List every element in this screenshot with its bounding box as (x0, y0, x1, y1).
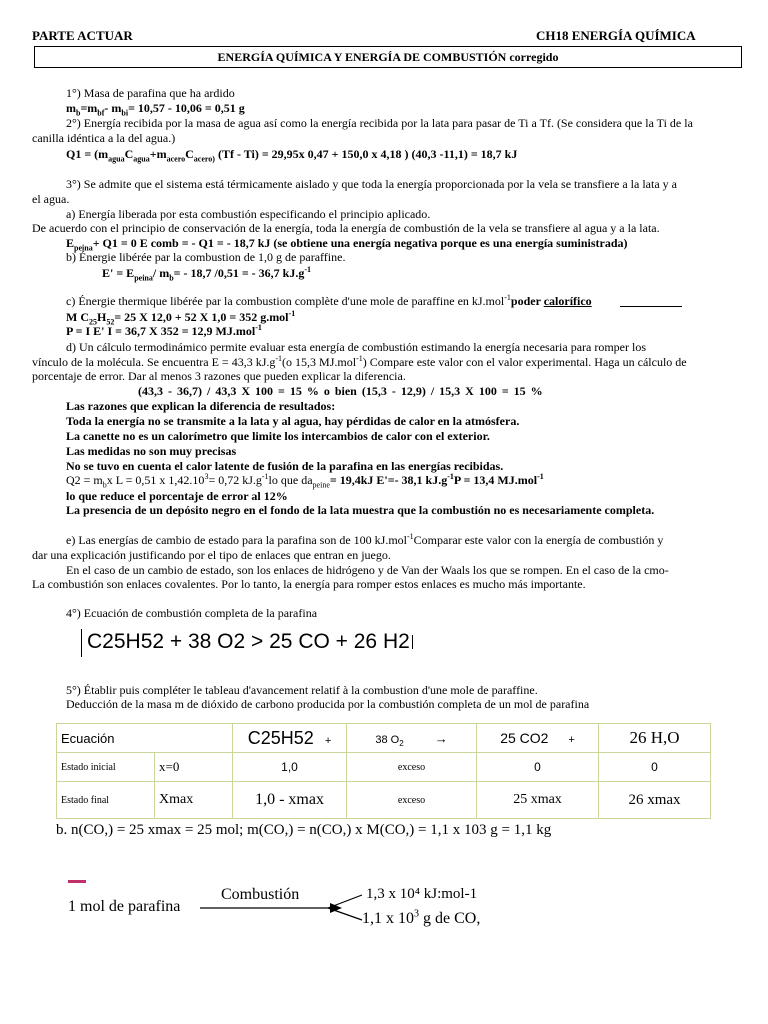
cell-final-label: Estado final (57, 782, 155, 819)
q3-d-q2s1: b (102, 480, 107, 490)
q3-d-q2e: = 19,4kJ E'=- 38,1 kJ.g (329, 473, 448, 487)
q3-d-l2sup2: -1 (356, 354, 363, 363)
q3-c-P: P = I E' I = 36,7 X 352 = 12,9 MJ.mol (66, 324, 256, 338)
q3-b-sup: -1 (304, 265, 312, 274)
cell-initial-r2: exceso (347, 753, 477, 782)
reactant-1-text: C25H52 (247, 727, 314, 748)
equation-cursor-right (412, 635, 413, 649)
table-row (57, 753, 711, 782)
q3-c-M1: M C (66, 310, 89, 324)
cell-final-p2: 26 xmax (599, 782, 711, 819)
q3-d-q2c: = 0,72 kJ.g (208, 473, 262, 487)
diagram-source: 1 mol de parafina (68, 898, 181, 915)
q3-d-line2 (32, 355, 687, 369)
reaction-arrow: → (434, 730, 448, 746)
q3-e-l1sup: -1 (407, 532, 414, 541)
document-title (34, 46, 742, 68)
table-row (57, 724, 711, 753)
header-right: CH18 ENERGÍA QUÍMICA (536, 28, 696, 43)
q3-b-e1: E' = E (102, 266, 135, 280)
q3-d-reason-4: No se tuvo en cuenta el calor latente de fusión de la parafina en las energías recibidas. (66, 459, 504, 473)
q1-sub-bf: bf (97, 108, 105, 118)
q2-s1: agua (108, 154, 125, 164)
q2-s3: acero (166, 154, 186, 164)
q3-a-rest: + Q1 = 0 E comb = - Q1 = - 18,7 kJ (se obtiene una energía negativa porque es una energía suministrada) (92, 236, 628, 250)
cell-reactant-1 (233, 724, 347, 753)
q3-d-reason-5: lo que reduce el porcentaje de error al 12% (66, 489, 288, 503)
cell-equation-label: Ecuación (57, 724, 233, 753)
q2-f2: C (124, 147, 134, 161)
q3-c-power (66, 324, 262, 338)
product-1-text: 25 CO2 (500, 730, 549, 746)
underline-blank (620, 306, 682, 307)
progress-table (56, 723, 711, 819)
cell-final-p1: 25 xmax (477, 782, 599, 819)
q3-b-answer (102, 265, 312, 283)
q3-a-sub: peina (74, 243, 93, 253)
q1-m: m (66, 101, 76, 115)
q3-d-q2 (66, 472, 544, 490)
q3-e-line2: dar una explicación justificando por el tipo de enlaces que entran en juego. (32, 548, 391, 562)
q3-d-q2b: x L = 0,51 x 1,42.10 (106, 473, 205, 487)
q5-line2: Deducción de la masa m de dióxido de carbono producida por la combustión completa de un mol de parafina (66, 697, 590, 711)
branch-down (328, 908, 362, 920)
q3-e-line4: La combustión son enlaces covalentes. Por lo tanto, la energía para romper estos enlaces es mucho más importante. (32, 577, 586, 591)
q3-a-explanation: De acuerdo con el principio de conservación de la energía, toda la energía de combustión de la vela se transfiere al agua y a la lata. (32, 221, 660, 235)
q1-result: = 10,57 - 10,06 = 0,51 g (128, 101, 245, 115)
q3-d-line3: porcentaje de error. Dar al menos 3 razones que pueden explicar la diferencia. (32, 369, 406, 383)
q1-question: 1°) Masa de parafina que ha ardido (66, 86, 235, 100)
q3-d-reason-1: Toda la energía no se transmite a la lata y al agua, hay pérdidas de calor en la atmósfera. (66, 414, 520, 428)
diagram-arrow-label: Combustión (221, 886, 300, 903)
q3-d-l2c: ) Compare este valor con el valor experimental. Haga un cálculo de (362, 355, 687, 369)
cell-initial-r1: 1,0 (233, 753, 347, 782)
q3-c-Msup: -1 (288, 309, 296, 318)
q3-b-sub2: b (169, 273, 174, 283)
q3-d-q2d: lo que da (268, 473, 313, 487)
q1-sub-b: b (76, 108, 81, 118)
q3-c-M2: H (97, 310, 107, 324)
q2-f3: +m (149, 147, 167, 161)
q5-line1: 5°) Établir puis compléter le tableau d'avancement relatif à la combustion d'une mole de paraffine. (66, 683, 538, 697)
q3-d-l2a: vínculo de la molécula. Se encuentra E = 43,3 kJ.g (32, 355, 276, 369)
q3-c-M3: = 25 X 12,0 + 52 X 1,0 = 352 g.mol (114, 310, 289, 324)
header-left: PARTE ACTUAR (32, 28, 133, 43)
branch-up (328, 895, 362, 908)
cell-initial-p2: 0 (599, 753, 711, 782)
q3-b-e2: / m (152, 266, 170, 280)
q3-e-l1a: e) Las energías de cambio de estado para la parafina son de 100 kJ.mol (66, 533, 407, 547)
q3-c-sup: -1 (504, 293, 511, 302)
q2-f1: Q1 = (m (66, 147, 109, 161)
cell-reactant-2 (347, 724, 477, 753)
q3-d-q2sup1: 3 (204, 472, 209, 481)
q3-d-reason-6: La presencia de un depósito negro en el fondo de la lata muestra que la combustión no es necesariamente completa. (66, 503, 655, 517)
q3-c-Psup: -1 (255, 323, 262, 332)
q3-d-q2sup2: -1 (261, 472, 269, 481)
title-suffix: corregido (509, 50, 559, 64)
q3-c-question (66, 294, 592, 308)
q1-answer (66, 101, 245, 118)
q3-c-tail-a: poder (510, 294, 544, 308)
diagram-arrows (190, 880, 370, 930)
q3-d-q2a: Q2 = m (66, 473, 103, 487)
q3-line2: el agua. (32, 192, 70, 206)
q3-d-reason-2: La canette no es un calorímetro que limite los intercambios de calor con el exterior. (66, 429, 490, 443)
q3-d-l2b: (o 15,3 MJ.mol (282, 355, 357, 369)
cell-initial-label: Estado inicial (57, 753, 155, 782)
q3-line1: 3°) Se admite que el sistema está térmicamente aislado y que toda la energía proporcionada por la vela se transfiere a la lata y a (66, 177, 677, 191)
cell-initial-x: x=0 (155, 753, 233, 782)
diagram-output-energy: 1,3 x 10⁴ kJ:mol-1 (366, 886, 478, 902)
q3-c-tail-b: calorífico (543, 294, 592, 308)
q2-s4: acero) (193, 154, 215, 164)
q3-c-Ms2: 52 (106, 317, 115, 327)
q3-d-q2f: P = 13,4 MJ.mol (453, 473, 538, 487)
q3-d-line1: d) Un cálculo termodinámico permite evaluar esta energía de combustión estimando la energía necesaria para romper los (66, 340, 646, 354)
q3-e-line3: En el caso de un cambio de estado, son los enlaces de hidrógeno y de Van der Waals los que se rompen. En el caso de la cmo- (66, 563, 669, 577)
q4-question: 4°) Ecuación de combustión completa de la parafina (66, 606, 318, 620)
q3-d-reason-3: Las medidas no son muy precisas (66, 444, 237, 458)
cell-initial-p1: 0 (477, 753, 599, 782)
cell-final-x: Xmax (155, 782, 233, 819)
q3-a-answer (66, 236, 628, 253)
q2-s2: agua (133, 154, 150, 164)
q3-b-sub1: peina (134, 273, 153, 283)
q3-d-reasons-title: Las razones que explican la diferencia de resultados: (66, 399, 336, 413)
q2-f4: C (185, 147, 194, 161)
q3-b-question: b) Énergie libérée par la combustion de 1,0 g de paraffine. (66, 250, 346, 264)
plus-sign-2: + (568, 734, 575, 746)
q3-c-Ms1: 25 (89, 317, 97, 327)
q3-e-l1b: Comparar este valor con la energía de combustión y (413, 533, 664, 547)
combustion-equation: C25H52 + 38 O2 > 25 CO + 26 H2 (87, 630, 410, 653)
cell-product-2: 26 H,O (599, 724, 711, 753)
pink-mark (68, 880, 86, 883)
q3-d-q2s2: peine (312, 480, 330, 490)
q1-eq-mid: =m (80, 101, 98, 115)
reactant-2-text: 38 O (375, 733, 400, 746)
q3-d-q2sup3: -1 (447, 472, 454, 481)
q2-line2: canilla idéntica a la del agua.) (32, 131, 176, 145)
q1-dash-m: - m (104, 101, 122, 115)
q3-c-q: c) Énergie thermique libérée par la combustion complète d'une mole de paraffine en kJ.mol (66, 294, 505, 308)
cell-final-r2: exceso (347, 782, 477, 819)
out2-sup: 3 (414, 908, 419, 920)
q3-d-q2sup4: -1 (537, 472, 544, 481)
q2-f5: (Tf - Ti) = 29,95x 0,47 + 150,0 x 4,18 ) (40,3 -11,1) = 18,7 kJ (214, 147, 518, 161)
q3-d-calc: (43,3 - 36,7) / 43,3 X 100 = 15 % o bien (15,3 - 12,9) / 15,3 X 100 = 15 % (138, 384, 543, 398)
equation-cursor-left (81, 629, 82, 657)
out2-b: g de CO, (419, 910, 481, 927)
q3-a-question: a) Energía liberada por esta combustión especificando el principio aplicado. (66, 207, 431, 221)
q3-e-line1 (66, 533, 663, 547)
table-row (57, 782, 711, 819)
out2-a: 1,1 x 10 (362, 910, 414, 927)
reactant-2-sub: 2 (399, 738, 404, 748)
q3-c-molar-mass (66, 309, 296, 327)
q5-result: b. n(CO,) = 25 xmax = 25 mol; m(CO,) = n(CO,) x M(CO,) = 1,1 x 103 g = 1,1 kg (56, 822, 552, 838)
q3-b-e3: = - 18,7 /0,51 = - 36,7 kJ.g (173, 266, 305, 280)
q3-a-E: E (66, 236, 75, 250)
cell-product-1 (477, 724, 599, 753)
q2-formula (66, 147, 518, 164)
title-main: ENERGÍA QUÍMICA Y ENERGÍA DE COMBUSTIÓN (217, 50, 507, 64)
q3-d-l2sup1: -1 (275, 354, 283, 363)
q2-line1: 2°) Energía recibida por la masa de agua así como la energía recibida por la lata para pasar de Ti a Tf. (Se considera que la Ti de la (66, 116, 693, 130)
cell-final-r1: 1,0 - xmax (233, 782, 347, 819)
diagram-output-mass (362, 910, 480, 928)
plus-sign-1: + (324, 734, 332, 747)
q1-sub-bi: bi (121, 108, 129, 118)
